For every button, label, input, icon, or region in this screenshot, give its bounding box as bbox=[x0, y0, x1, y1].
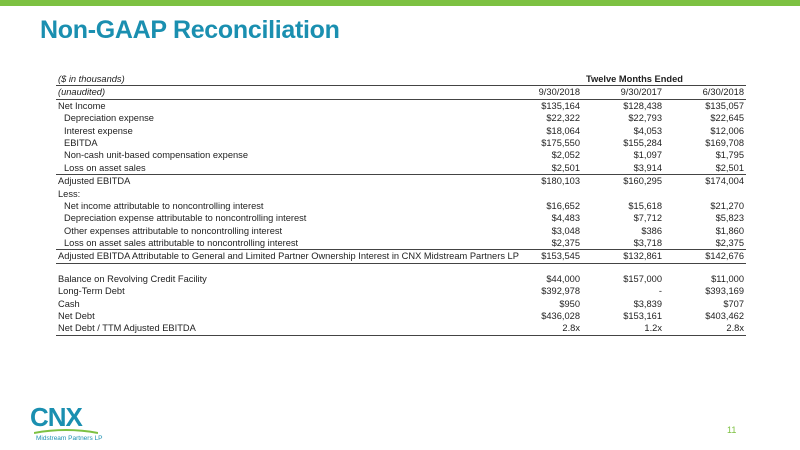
row-label: Loss on asset sales attributable to noncontrolling interest bbox=[64, 238, 299, 249]
column-header: 6/30/2018 bbox=[702, 87, 744, 98]
cell-value: $142,676 bbox=[705, 251, 744, 262]
cell-value: - bbox=[658, 286, 662, 297]
cell-value: $707 bbox=[723, 298, 744, 309]
row-label: Other expenses attributable to noncontrolling interest bbox=[64, 225, 283, 236]
row-label: Non-cash unit-based compensation expense bbox=[64, 150, 248, 161]
cell-value: $436,028 bbox=[541, 311, 580, 322]
cell-value: $2,375 bbox=[715, 238, 744, 249]
cell-value: $3,914 bbox=[633, 162, 662, 173]
table-row bbox=[56, 212, 746, 224]
period-span-header: Twelve Months Ended bbox=[586, 74, 683, 84]
cell-value: $153,161 bbox=[623, 311, 662, 322]
cell-value: $15,618 bbox=[628, 200, 662, 211]
row-label: Loss on asset sales bbox=[64, 162, 146, 173]
cell-value: $2,501 bbox=[551, 162, 580, 173]
table-row bbox=[56, 188, 746, 200]
cell-value: $160,295 bbox=[623, 176, 662, 187]
page-number: 11 bbox=[727, 425, 737, 435]
row-label: Depreciation expense bbox=[64, 113, 154, 124]
cell-value: $950 bbox=[559, 298, 580, 309]
table-row bbox=[56, 112, 746, 124]
section-spacer bbox=[56, 264, 746, 273]
cell-value: $12,006 bbox=[710, 125, 744, 136]
cell-value: $392,978 bbox=[541, 286, 580, 297]
table-row bbox=[56, 310, 746, 322]
row-label: Adjusted EBITDA bbox=[58, 176, 131, 187]
cell-value: 2.8x bbox=[726, 323, 744, 334]
reconciliation-table bbox=[56, 73, 746, 336]
cell-value: $18,064 bbox=[546, 125, 580, 136]
row-label: Less: bbox=[58, 188, 81, 199]
cell-value: $1,097 bbox=[633, 150, 662, 161]
row-label: Balance on Revolving Credit Facility bbox=[58, 273, 207, 284]
cell-value: $5,823 bbox=[715, 213, 744, 224]
table-row bbox=[56, 273, 746, 285]
logo-wordmark: CNX bbox=[30, 402, 82, 432]
top-accent-bar bbox=[0, 0, 800, 6]
cell-value: $135,164 bbox=[541, 100, 580, 111]
table-row bbox=[56, 175, 746, 187]
table-row bbox=[56, 285, 746, 297]
cell-value: $169,708 bbox=[705, 137, 744, 148]
cell-value: $2,501 bbox=[715, 162, 744, 173]
row-label: Interest expense bbox=[64, 125, 133, 136]
cell-value: $22,793 bbox=[628, 113, 662, 124]
cell-value: $403,462 bbox=[705, 311, 744, 322]
cell-value: $4,483 bbox=[551, 213, 580, 224]
cell-value: $175,550 bbox=[541, 137, 580, 148]
audit-note: (unaudited) bbox=[58, 87, 106, 98]
table-row bbox=[56, 322, 746, 335]
table-row bbox=[56, 125, 746, 137]
cell-value: $153,545 bbox=[541, 251, 580, 262]
header-row-2 bbox=[56, 86, 746, 99]
cell-value: $16,652 bbox=[546, 200, 580, 211]
cnx-logo bbox=[30, 402, 120, 446]
logo-tagline: Midstream Partners LP bbox=[36, 435, 103, 442]
column-header: 9/30/2017 bbox=[620, 87, 662, 98]
cell-value: $135,057 bbox=[705, 100, 744, 111]
table-row bbox=[56, 225, 746, 237]
table-row bbox=[56, 137, 746, 149]
row-label: Cash bbox=[58, 298, 80, 309]
cell-value: $2,052 bbox=[551, 150, 580, 161]
row-label: EBITDA bbox=[64, 137, 98, 148]
row-label: Long-Term Debt bbox=[58, 286, 125, 297]
cell-value: $7,712 bbox=[633, 213, 662, 224]
cell-value: $3,048 bbox=[551, 225, 580, 236]
cell-value: 2.8x bbox=[562, 323, 580, 334]
header-row-1 bbox=[56, 73, 746, 86]
page-title: Non-GAAP Reconciliation bbox=[40, 16, 340, 44]
cell-value: $3,839 bbox=[633, 298, 662, 309]
cell-value: $4,053 bbox=[633, 125, 662, 136]
cell-value: $22,645 bbox=[710, 113, 744, 124]
cell-value: $11,000 bbox=[711, 273, 744, 284]
row-label: Net income attributable to noncontrolling interest bbox=[64, 200, 264, 211]
cell-value: $155,284 bbox=[623, 137, 662, 148]
cell-value: $128,438 bbox=[623, 100, 662, 111]
cell-value: $132,861 bbox=[623, 251, 662, 262]
units-label: ($ in thousands) bbox=[58, 74, 125, 84]
cell-value: $22,322 bbox=[546, 113, 580, 124]
row-label: Depreciation expense attributable to noncontrolling interest bbox=[64, 213, 307, 224]
table-row bbox=[56, 250, 746, 263]
cell-value: $21,270 bbox=[710, 200, 744, 211]
cell-value: $2,375 bbox=[551, 238, 580, 249]
table-row bbox=[56, 100, 746, 112]
table-row bbox=[56, 149, 746, 161]
row-label: Net Debt bbox=[58, 311, 95, 322]
row-label: Adjusted EBITDA Attributable to General and Limited Partner Ownership Interest in CNX Midstream Partners LP bbox=[58, 251, 519, 262]
cell-value: $157,000 bbox=[623, 273, 662, 284]
cell-value: $44,000 bbox=[546, 273, 580, 284]
cell-value: 1.2x bbox=[644, 323, 662, 334]
table-row bbox=[56, 237, 746, 250]
table-row bbox=[56, 200, 746, 212]
row-label: Net Debt / TTM Adjusted EBITDA bbox=[58, 323, 196, 334]
cell-value: $1,860 bbox=[715, 225, 744, 236]
column-header: 9/30/2018 bbox=[538, 87, 580, 98]
row-label: Net Income bbox=[58, 100, 106, 111]
table-row bbox=[56, 162, 746, 175]
cell-value: $393,169 bbox=[705, 286, 744, 297]
cell-value: $3,718 bbox=[633, 238, 662, 249]
table-row bbox=[56, 298, 746, 310]
cell-value: $386 bbox=[641, 225, 662, 236]
cell-value: $180,103 bbox=[541, 176, 580, 187]
cell-value: $174,004 bbox=[705, 176, 744, 187]
cell-value: $1,795 bbox=[715, 150, 744, 161]
